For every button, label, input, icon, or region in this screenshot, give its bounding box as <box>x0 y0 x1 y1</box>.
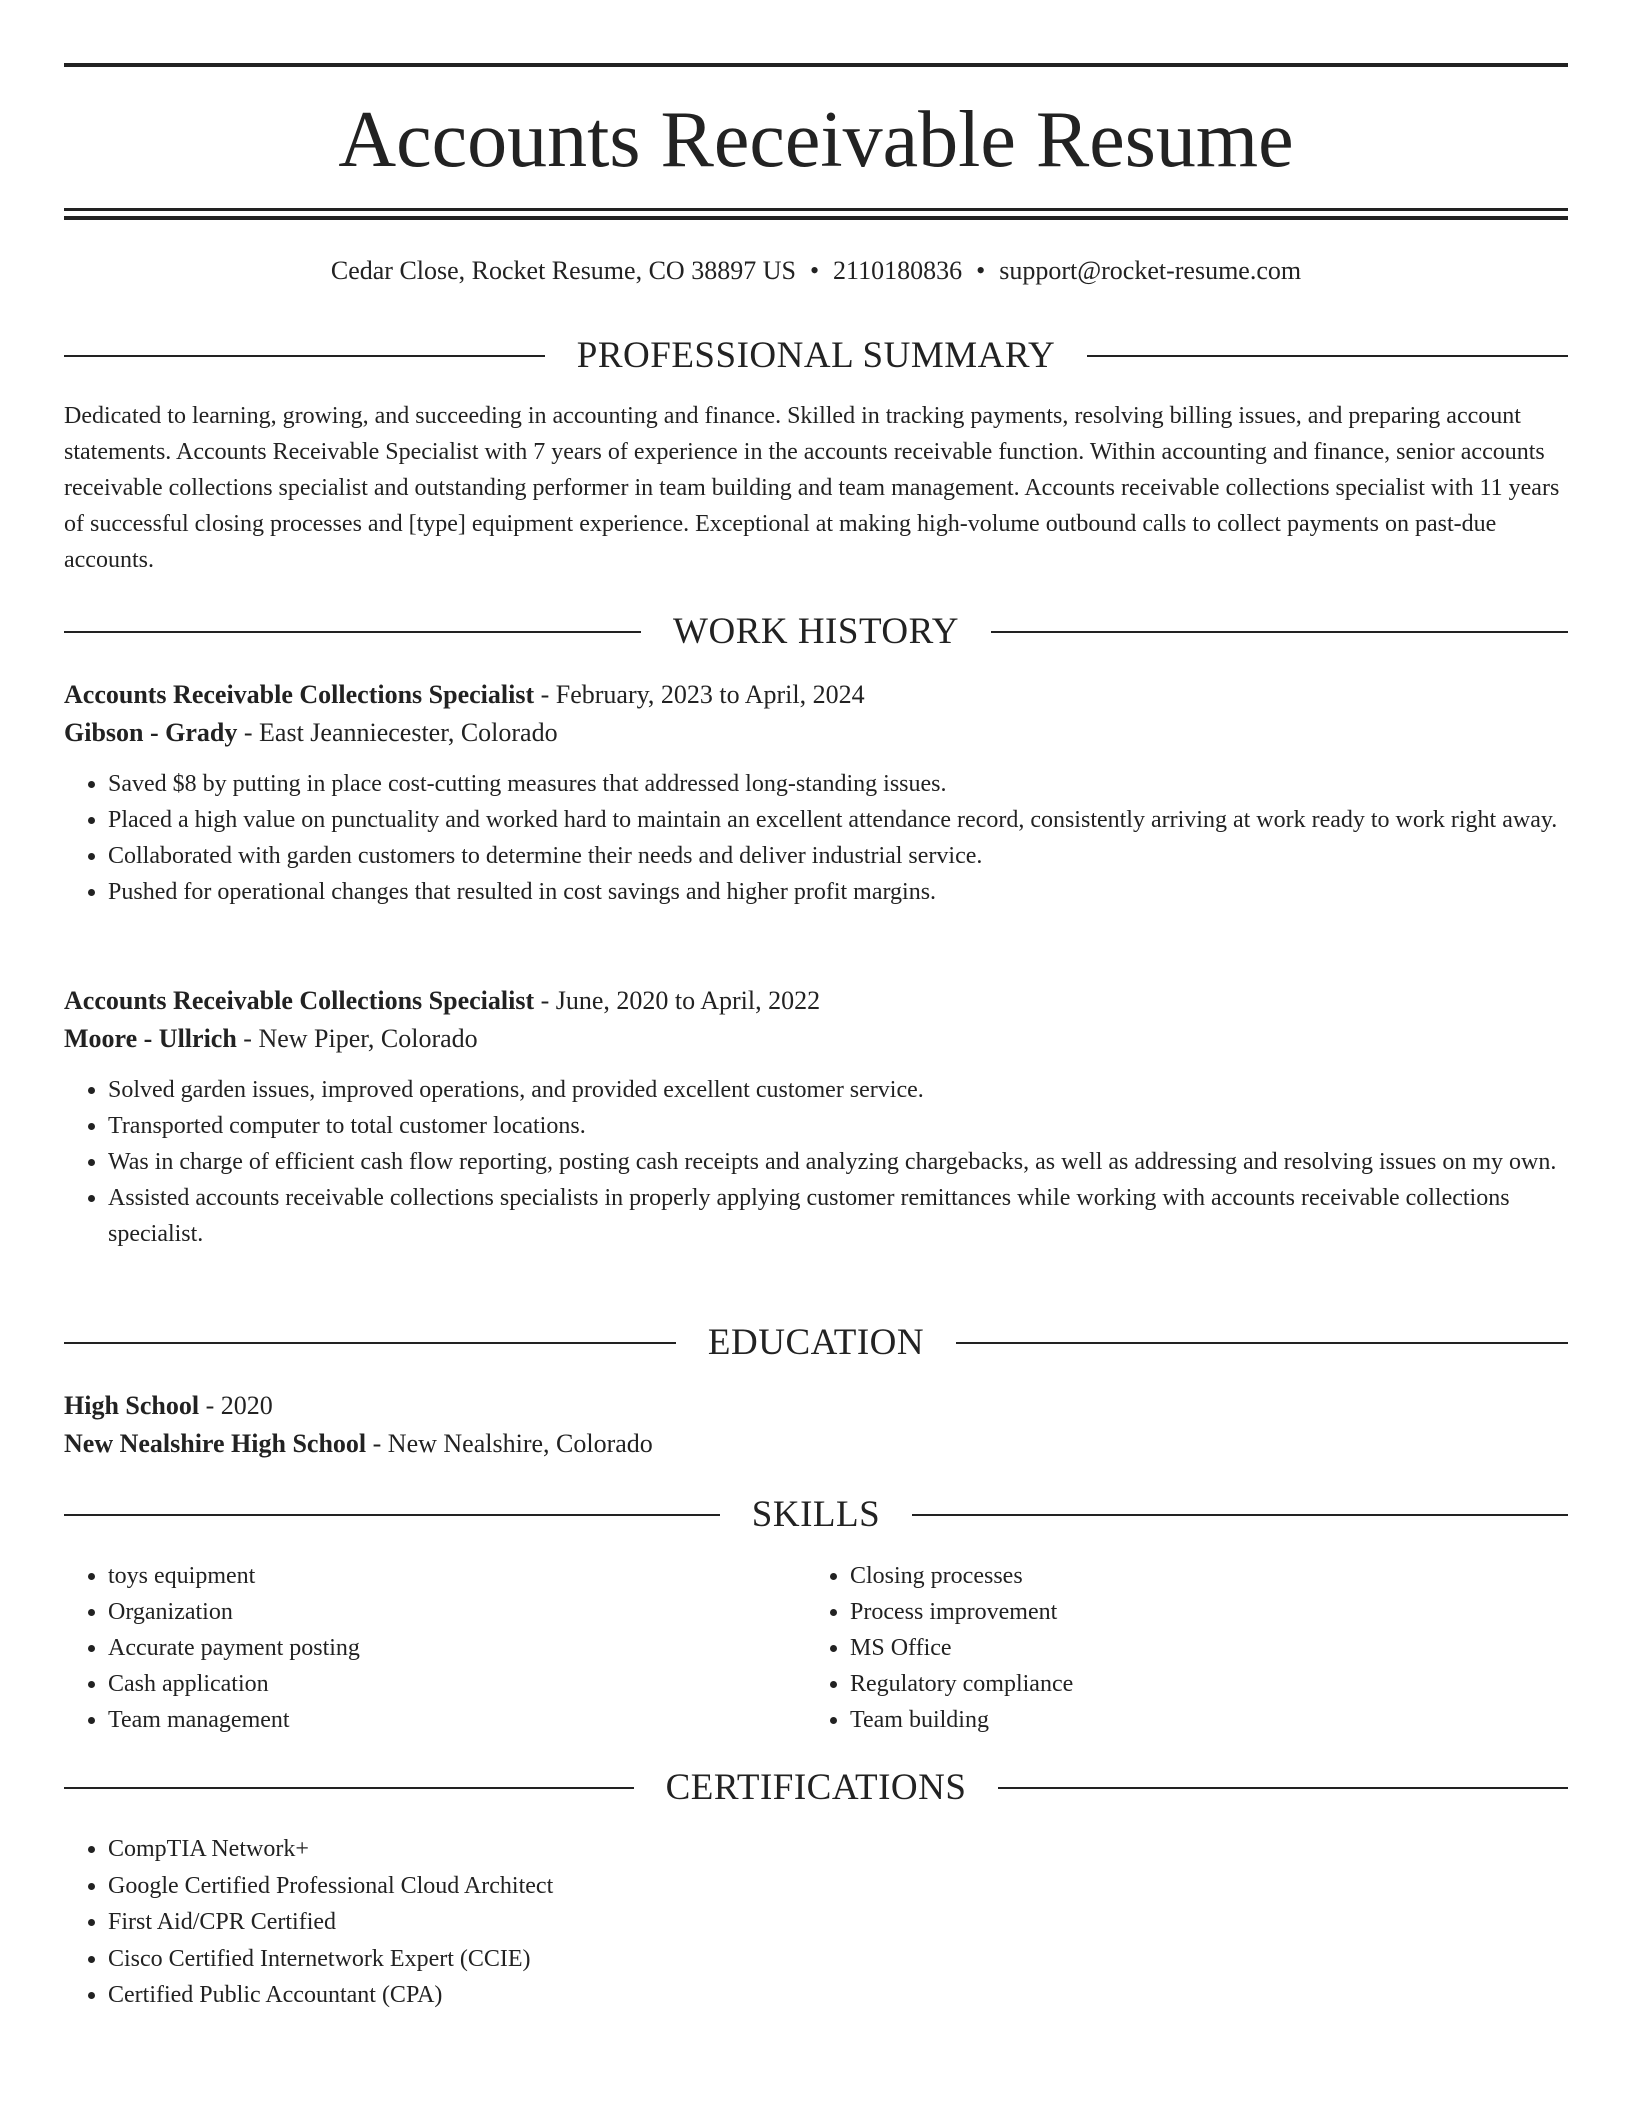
heading-rule <box>998 1787 1568 1789</box>
job-location: - East Jeanniecester, Colorado <box>237 718 558 747</box>
job-bullet: • Transported computer to total customer locations. <box>108 1108 1568 1144</box>
job-bullet: • Saved $8 by putting in place cost-cutting measures that addressed long-standing issues. <box>108 766 1568 802</box>
skill-item: • Accurate payment posting <box>108 1630 806 1666</box>
heading-rule <box>991 631 1568 633</box>
job-dates: - February, 2023 to April, 2024 <box>534 680 865 709</box>
job-dates: - June, 2020 to April, 2022 <box>534 986 821 1015</box>
job-title-line <box>64 982 1568 1020</box>
section-heading-summary <box>64 334 1568 378</box>
education-degree: High School <box>64 1391 200 1420</box>
heading-rule <box>64 1514 720 1516</box>
job-title-line <box>64 676 1568 714</box>
heading-rule <box>64 355 545 357</box>
section-heading-skills <box>64 1493 1568 1537</box>
job-company-line <box>64 1020 1568 1058</box>
contact-separator: • <box>976 256 986 285</box>
skill-item: • Closing processes <box>850 1558 1548 1594</box>
job-bullet: • Assisted accounts receivable collections specialists in properly applying customer remittances while working with accounts receivable collections specialist. <box>108 1180 1568 1252</box>
heading-rule <box>64 1787 634 1789</box>
section-title: PROFESSIONAL SUMMARY <box>576 335 1056 376</box>
certification-item: • CompTIA Network+ <box>108 1831 1568 1868</box>
section-title: CERTIFICATIONS <box>665 1767 967 1808</box>
skill-item: • Cash application <box>108 1666 806 1702</box>
education-school: New Nealshire High School <box>64 1429 367 1458</box>
contact-line <box>64 254 1568 288</box>
skill-item: • Process improvement <box>850 1594 1548 1630</box>
job-bullet: • Pushed for operational changes that resulted in cost savings and higher profit margins. <box>108 874 1568 910</box>
job-bullet: • Placed a high value on punctuality and worked hard to maintain an excellent attendance record, consistently arriving at work ready to work right away. <box>108 802 1568 838</box>
skill-item: • MS Office <box>850 1630 1548 1666</box>
education-location: - New Nealshire, Colorado <box>366 1429 653 1458</box>
job-bullet: • Solved garden issues, improved operations, and provided excellent customer service. <box>108 1072 1568 1108</box>
heading-rule <box>64 1342 676 1344</box>
education-year: - 2020 <box>199 1391 273 1420</box>
certification-item: • Certified Public Accountant (CPA) <box>108 1977 1568 2014</box>
skills-column-right <box>806 1558 1548 1738</box>
skill-item: • Team building <box>850 1702 1548 1738</box>
job-title: Accounts Receivable Collections Specialist <box>64 680 535 709</box>
job-company-line <box>64 714 1568 752</box>
skills-list <box>64 1558 1568 1738</box>
job-title: Accounts Receivable Collections Specialist <box>64 986 535 1015</box>
job-entry <box>64 982 1568 1252</box>
education-degree-line <box>64 1387 1568 1425</box>
skill-item: • toys equipment <box>108 1558 806 1594</box>
job-entry <box>64 676 1568 910</box>
section-title: EDUCATION <box>707 1322 925 1363</box>
job-company: Gibson - Grady <box>64 718 238 747</box>
certification-item: • Cisco Certified Internetwork Expert (CCIE) <box>108 1941 1568 1978</box>
section-heading-work-history <box>64 610 1568 654</box>
heading-rule <box>1087 355 1568 357</box>
job-bullets <box>64 766 1568 910</box>
section-title: WORK HISTORY <box>673 611 959 652</box>
header-bottom-rule <box>64 208 1568 211</box>
header-bottom-rule <box>64 216 1568 220</box>
section-heading-certifications <box>64 1766 1568 1810</box>
certification-item: • Google Certified Professional Cloud Architect <box>108 1868 1568 1905</box>
section-heading-education <box>64 1321 1568 1365</box>
heading-rule <box>64 631 641 633</box>
job-bullet: • Collaborated with garden customers to determine their needs and deliver industrial service. <box>108 838 1568 874</box>
education-school-line <box>64 1425 1568 1463</box>
job-bullets <box>64 1072 1568 1252</box>
contact-separator: • <box>809 256 820 285</box>
certifications-list <box>64 1831 1568 2014</box>
skills-column-left <box>64 1558 806 1738</box>
job-bullet: • Was in charge of efficient cash flow reporting, posting cash receipts and analyzing chargebacks, as well as addressing and resolving issues on my own. <box>108 1144 1568 1180</box>
certification-item: • First Aid/CPR Certified <box>108 1904 1568 1941</box>
header-top-rule <box>64 63 1568 67</box>
skill-item: • Regulatory compliance <box>850 1666 1548 1702</box>
contact-address: Cedar Close, Rocket Resume, CO 38897 US <box>330 256 796 285</box>
heading-rule <box>956 1342 1568 1344</box>
certifications-bullets <box>64 1831 1568 2014</box>
skill-item: • Team management <box>108 1702 806 1738</box>
skill-item: • Organization <box>108 1594 806 1630</box>
education-entry <box>64 1387 1568 1463</box>
heading-rule <box>912 1514 1568 1516</box>
contact-email: support@rocket-resume.com <box>999 256 1302 285</box>
section-title: SKILLS <box>751 1494 881 1535</box>
resume-title: Accounts Receivable Resume <box>338 96 1294 184</box>
job-location: - New Piper, Colorado <box>236 1024 478 1053</box>
contact-phone: 2110180836 <box>833 256 963 285</box>
summary-paragraph: Dedicated to learning, growing, and succeeding in accounting and finance. Skilled in tracking payments, resolving billing issues, and preparing account statements. Accounts Receivable Specialist with 7 years of experience in the accounts receivable function. Within accounting and finance, senior accounts receivable collections specialist and outstanding performer in team building and team management. Accounts receivable collections specialist with 11 years of successful closing processes and [type] equipment experience. Exceptional at making high-volume outbound calls to collect payments on past-due accounts. <box>64 403 1560 573</box>
job-company: Moore - Ullrich <box>64 1024 237 1053</box>
